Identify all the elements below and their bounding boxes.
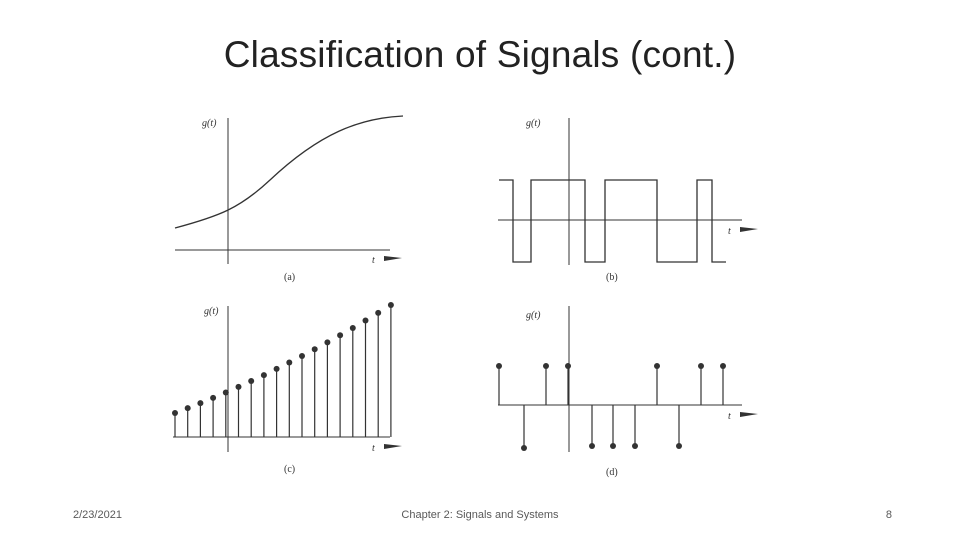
- panel-c-sample-dot: [375, 310, 381, 316]
- panel-c-sample-dot: [286, 360, 292, 366]
- panel-a-x-arrow: [384, 256, 402, 261]
- panel-c-caption: (c): [284, 464, 296, 475]
- panel-d-x-arrow: [740, 412, 758, 417]
- panel-c: [172, 302, 402, 475]
- panel-c-x-arrow: [384, 444, 402, 449]
- panel-d-sample-dot: [610, 443, 616, 449]
- panel-b-x-arrow: [740, 227, 758, 232]
- panel-d-sample-dot: [521, 445, 527, 451]
- panel-c-sample-dot: [363, 318, 369, 324]
- panel-a-ylabel: g(t): [202, 118, 217, 129]
- footer-page-number: 8: [885, 509, 892, 521]
- panel-b-waveform: [499, 180, 726, 262]
- panel-d-sample-dot: [496, 363, 502, 369]
- panel-b-ylabel: g(t): [526, 118, 541, 129]
- panel-a-curve: [175, 116, 403, 228]
- panel-c-sample-dot: [248, 378, 254, 384]
- panel-c-sample-dot: [299, 353, 305, 359]
- panel-c-xlabel: t: [372, 443, 375, 454]
- panel-c-sample-dot: [274, 366, 280, 372]
- panel-b-xlabel: t: [728, 226, 731, 237]
- panel-d-sample-dot: [654, 363, 660, 369]
- panel-d-sample-dot: [720, 363, 726, 369]
- panel-c-sample-dot: [388, 302, 394, 308]
- panel-a: [175, 116, 403, 283]
- panel-d-sample-dot: [589, 443, 595, 449]
- panel-d-sample-dot: [632, 443, 638, 449]
- panel-c-sample-dot: [324, 339, 330, 345]
- panel-d-sample-dot: [543, 363, 549, 369]
- panel-c-sample-dot: [236, 384, 242, 390]
- panel-d: [496, 306, 758, 478]
- panel-c-sample-dot: [223, 389, 229, 395]
- panel-c-sample-dot: [197, 400, 203, 406]
- panel-d-sample-dot: [698, 363, 704, 369]
- panel-c-sample-dot: [337, 332, 343, 338]
- panel-c-sample-dot: [261, 372, 267, 378]
- panel-c-ylabel: g(t): [204, 306, 219, 317]
- footer-chapter: Chapter 2: Signals and Systems: [401, 509, 559, 521]
- panel-b-caption: (b): [606, 272, 618, 283]
- signal-figure: [160, 100, 780, 490]
- panel-d-samples: [496, 363, 726, 451]
- panel-c-sample-dot: [185, 405, 191, 411]
- panel-d-sample-dot: [676, 443, 682, 449]
- panel-c-sample-dot: [172, 410, 178, 416]
- panel-d-caption: (d): [606, 467, 618, 478]
- footer-date: 2/23/2021: [73, 509, 122, 521]
- panel-c-sample-dot: [350, 325, 356, 331]
- panel-a-xlabel: t: [372, 255, 375, 266]
- panel-c-sample-dot: [210, 395, 216, 401]
- slide-title: Classification of Signals (cont.): [223, 34, 737, 75]
- panel-a-caption: (a): [284, 272, 296, 283]
- panel-c-sample-dot: [312, 346, 318, 352]
- panel-d-sample-dot: [565, 363, 571, 369]
- panel-d-xlabel: t: [728, 411, 731, 422]
- panel-c-samples: [172, 302, 394, 437]
- panel-d-ylabel: g(t): [526, 310, 541, 321]
- panel-b: [498, 118, 758, 283]
